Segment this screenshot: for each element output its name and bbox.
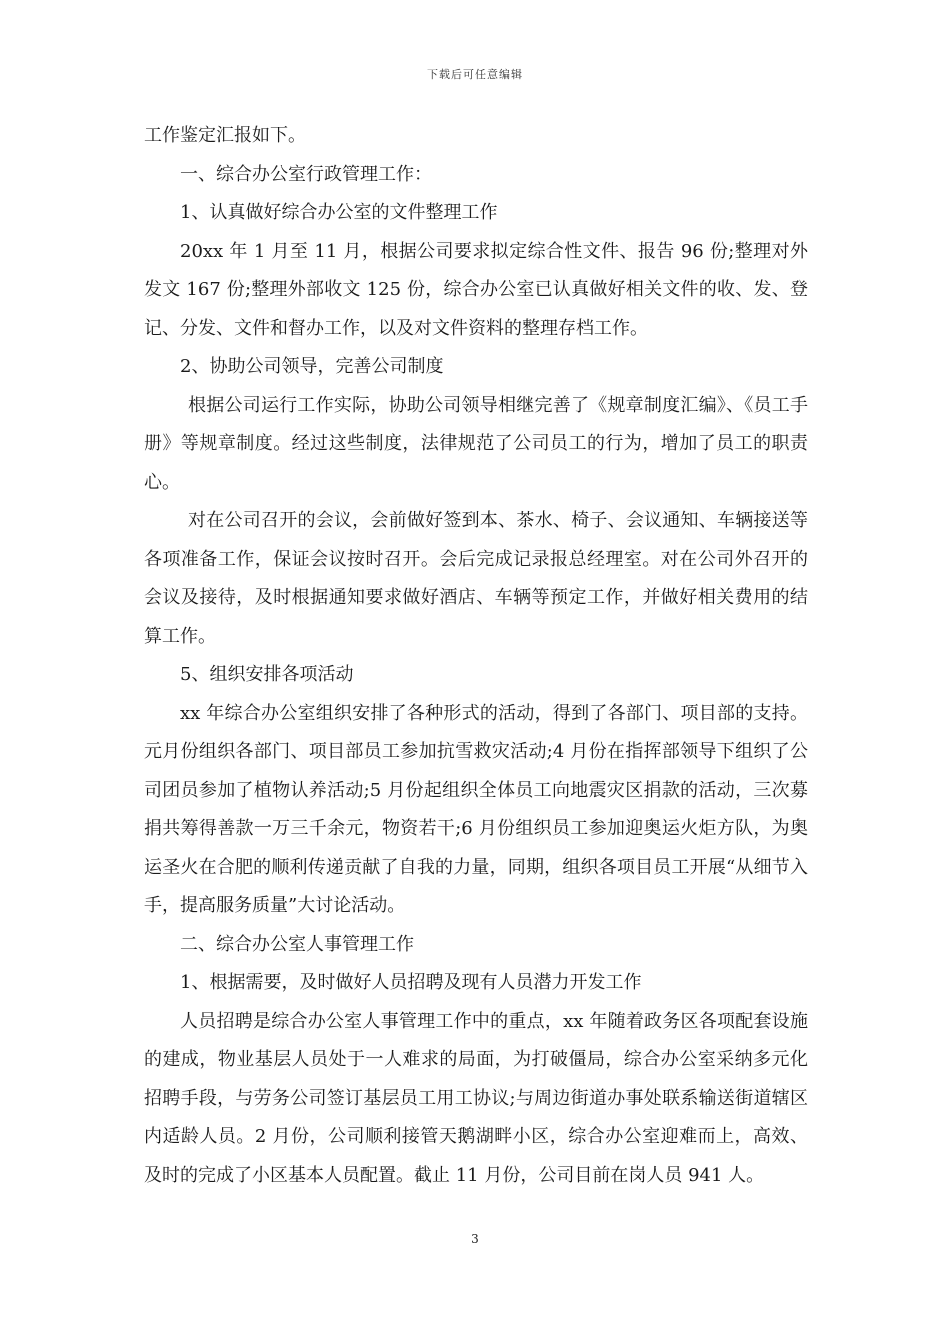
header-note: 下载后可任意编辑 (427, 68, 523, 81)
subheading-recruitment: 1、根据需要，及时做好人员招聘及现有人员潜力开发工作 (180, 972, 642, 993)
subheading-file-work: 1、认真做好综合办公室的文件整理工作 (180, 202, 498, 223)
paragraph-meetings: 对在公司召开的会议，会前做好签到本、茶水、椅子、会议通知、车辆接送等各项准备工作，保证会议按时召开。会后完成记录报总经理室。对在公司外召开的会议及接待，及时根据通知要求做好酒店、车辆等预定工作，并做好相关费用的结算工作。 (144, 510, 808, 647)
paragraph-continuation: 工作鉴定汇报如下。 (144, 125, 306, 146)
section-heading-admin: 一、综合办公室行政管理工作： (180, 163, 432, 185)
document-body (144, 117, 808, 1195)
subheading-activities: 5、组织安排各项活动 (180, 664, 354, 685)
subheading-company-system: 2、协助公司领导，完善公司制度 (180, 356, 444, 377)
paragraph-company-system: 根据公司运行工作实际，协助公司领导相继完善了《规章制度汇编》、《员工手册》等规章制度。经过这些制度，法律规范了公司员工的行为，增加了员工的职责心。 (144, 394, 808, 493)
paragraph-activities: xx 年综合办公室组织安排了各种形式的活动，得到了各部门、项目部的支持。元月份组织各部门、项目部员工参加抗雪救灾活动;4 月份在指挥部领导下组织了公司团员参加了植物认养活动;5 月份起组织全体员工向地震灾区捐款的活动，三次募捐共筹得善款一万三千余元，物资若干;6 月份组织员工参加迎奥运火炬方队，为奥运圣火在合肥的顺利传递贡献了自我的力量，同期，组织各项目员工开展“从细节入手，提高服务质量”大讨论活动。 (144, 702, 808, 916)
paragraph-recruitment: 人员招聘是综合办公室人事管理工作中的重点，xx 年随着政务区各项配套设施的建成，物业基层人员处于一人难求的局面，为打破僵局，综合办公室采纳多元化招聘手段，与劳务公司签订基层员工用工协议;与周边街道办事处联系输送街道辖区内适龄人员。2 月份，公司顺利接管天鹅湖畔小区，综合办公室迎难而上，高效、及时的完成了小区基本人员配置。截止 11 月份，公司目前在岗人员 941 人。 (144, 1010, 808, 1186)
paragraph-file-work: 20xx 年 1 月至 11 月，根据公司要求拟定综合性文件、报告 96 份;整理对外发文 167 份;整理外部收文 125 份，综合办公室已认真做好相关文件的收、发、登记、分发、文件和督办工作，以及对文件资料的整理存档工作。 (144, 240, 808, 339)
section-heading-hr: 二、综合办公室人事管理工作 (180, 933, 414, 955)
page-number: 3 (471, 1232, 479, 1246)
